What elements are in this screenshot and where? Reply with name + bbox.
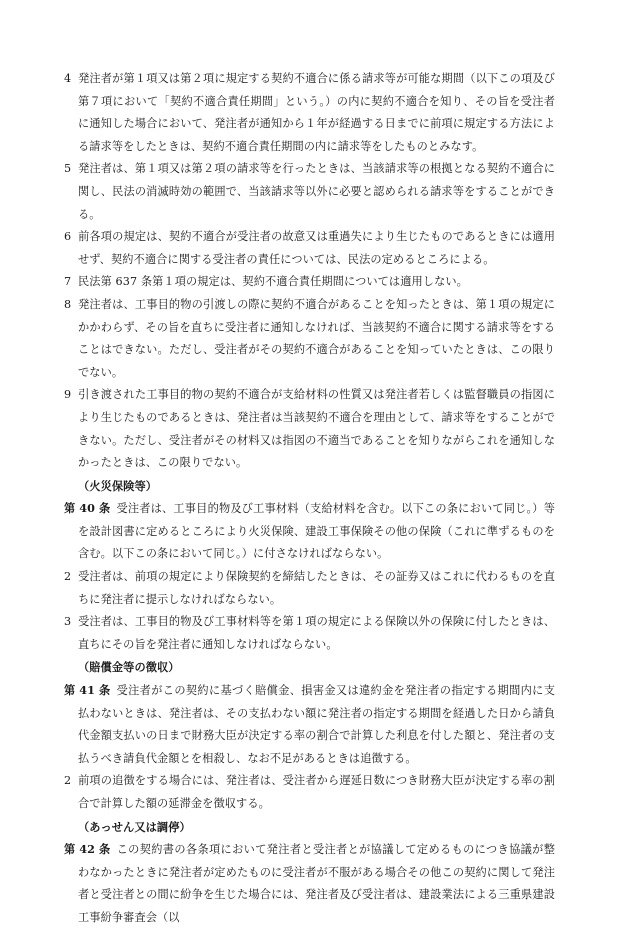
clause-text: 前項の追徴をする場合には、発注者は、受注者から遅延日数につき財務大臣が決定する率の割合で計算した額の延滞金を徴収する。 — [78, 774, 555, 810]
article-text: 受注者は、工事目的物及び工事材料（支給材料を含む。以下この条において同じ。）等を設計図書に定めるところにより火災保険、建設工事保険その他の保険（これに準ずるものを含む。以下この条において同じ。）に付さなければならない。 — [78, 502, 555, 561]
article-40 — [64, 497, 555, 566]
section-heading-mediation — [64, 816, 555, 839]
clause-text: 引き渡された工事目的物の契約不適合が支給材料の性質又は発注者若しくは監督職員の指図により生じたものであるときは、発注者は当該契約不適合を理由として、請求等をすることができない。ただし、受注者がその材料又は指図の不適当であることを知りながらこれを通知しなかったときは、この限りでない。 — [78, 388, 555, 470]
clause-number: 2 — [64, 774, 72, 788]
article-number: 第 41 条 — [64, 683, 111, 698]
article-number: 第 42 条 — [64, 842, 111, 857]
article-41 — [64, 679, 555, 770]
heading-text: （火災保険等） — [78, 478, 158, 493]
clause-text: 受注者は、工事目的物及び工事材料等を第１項の規定による保険以外の保険に付したときは、直ちにその旨を発注者に通知しなければならない。 — [78, 615, 555, 651]
clause-number: 7 — [64, 275, 72, 289]
clause-4 — [64, 68, 555, 158]
section-heading-compensation-collection — [64, 656, 555, 679]
clause-text: 発注者が第１項又は第２項に規定する契約不適合に係る請求等が可能な期間（以下この項及び第７項において「契約不適合責任期間」という。）の内に契約不適合を知り、その旨を受注者に通知した場合において、発注者が通知から１年が経過する日までに前項に規定する方法による請求等をしたときは、契約不適合責任期間の内に請求等をしたものとみなす。 — [78, 72, 555, 153]
section-heading-fire-insurance — [64, 475, 555, 498]
article-42 — [64, 838, 555, 929]
article-40-clause-3 — [64, 611, 555, 656]
clause-text: 民法第 637 条第１項の規定は、契約不適合責任期間については適用しない。 — [78, 275, 468, 289]
clause-number: 8 — [64, 297, 72, 311]
clause-text: 受注者は、前項の規定により保険契約を締結したときは、その証券又はこれに代わるものを直ちに発注者に提示しなければならない。 — [78, 570, 555, 606]
clause-number: 9 — [64, 388, 72, 402]
clause-text: 発注者は、第１項又は第２項の請求等を行ったときは、当該請求等の根拠となる契約不適合に関し、民法の消滅時効の範囲で、当該請求等以外に必要と認められる請求等をすることができる。 — [78, 162, 555, 221]
article-text: この契約書の各条項において発注者と受注者とが協議して定めるものにつき協議が整わなかったときに発注者が定めたものに受注者が不服がある場合その他この契約に関して発注者と受注者との間に紛争を生じた場合には、発注者及び受注者は、建設業法による三重県建設工事紛争審査会（以 — [78, 843, 555, 924]
clause-8 — [64, 294, 555, 384]
article-41-clause-2 — [64, 770, 555, 815]
heading-text: （賠償金等の徴収） — [78, 660, 180, 675]
clause-7 — [64, 271, 555, 294]
clause-9 — [64, 384, 555, 474]
document-body — [64, 68, 555, 930]
article-text: 受注者がこの契約に基づく賠償金、損害金又は違約金を発注者の指定する期間内に支払わないときは、発注者は、その支払わない額に発注者の指定する期間を経過した日から請負代金額支払いの日まで財務大臣が決定する率の割合で計算した利息を付した額と、発注者の支払うべき請負代金額とを相殺し、なお不足があるときは追徴する。 — [78, 684, 555, 765]
clause-number: 5 — [64, 162, 72, 176]
clause-text: 前各項の規定は、契約不適合が受注者の故意又は重過失により生じたものであるときには適用せず、契約不適合に関する受注者の責任については、民法の定めるところによる。 — [78, 230, 555, 266]
clause-number: 3 — [64, 615, 72, 629]
article-number: 第 40 条 — [64, 501, 111, 516]
article-40-clause-2 — [64, 566, 555, 611]
clause-text: 発注者は、工事目的物の引渡しの際に契約不適合があることを知ったときは、第１項の規定にかかわらず、その旨を直ちに受注者に通知しなければ、当該契約不適合に関する請求等をすることはできない。ただし、受注者がその契約不適合があることを知っていたときは、この限りでない。 — [78, 297, 555, 379]
clause-6 — [64, 226, 555, 271]
clause-number: 4 — [64, 72, 72, 85]
clause-number: 2 — [64, 570, 72, 584]
clause-number: 6 — [64, 230, 72, 244]
heading-text: （あっせん又は調停） — [78, 819, 191, 834]
clause-5 — [64, 158, 555, 226]
